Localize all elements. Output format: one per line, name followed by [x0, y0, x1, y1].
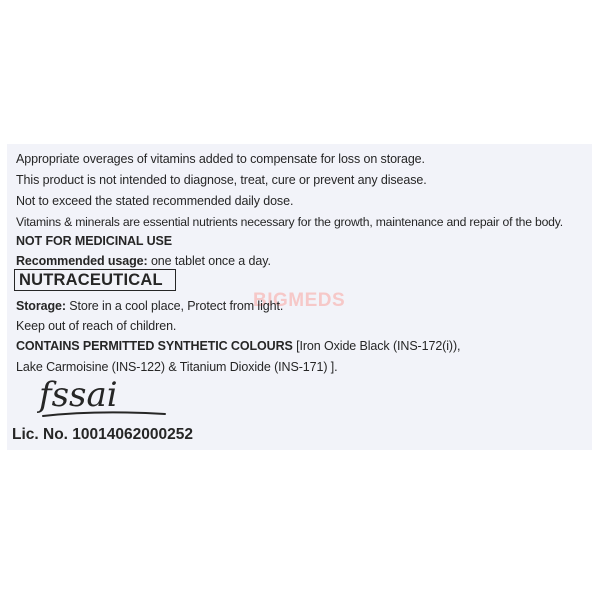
nutraceutical-box	[14, 269, 176, 291]
usage-label: Recommended usage:	[16, 254, 148, 268]
watermark: BIGMEDS	[253, 290, 346, 311]
dose-warning: Not to exceed the stated recommended daily dose.	[16, 194, 294, 208]
keep-out-of-reach: Keep out of reach of children.	[16, 319, 177, 333]
nutrients-note: Vitamins & minerals are essential nutrients necessary for the growth, maintenance and repair of the body.	[16, 215, 563, 229]
storage-label: Storage:	[16, 299, 66, 313]
recommended-usage	[16, 254, 271, 268]
fssai-logo	[37, 372, 172, 422]
nutraceutical-label: NUTRACEUTICAL	[19, 271, 163, 289]
not-medicinal-use: NOT FOR MEDICINAL USE	[16, 234, 173, 248]
fssai-logo-text: fssai	[39, 375, 118, 415]
license-number: Lic. No. 10014062000252	[12, 426, 193, 443]
colours-label: CONTAINS PERMITTED SYNTHETIC COLOURS	[16, 339, 293, 353]
colours-statement-cont: Lake Carmoisine (INS-122) & Titanium Dioxide (INS-171) ].	[16, 360, 338, 374]
product-label-panel	[7, 144, 592, 450]
storage-text: Store in a cool place, Protect from light.	[65, 299, 284, 313]
usage-text: one tablet once a day.	[147, 254, 271, 268]
overages-note: Appropriate overages of vitamins added to compensate for loss on storage.	[16, 152, 425, 166]
storage-instruction	[16, 299, 283, 313]
colours-statement	[16, 339, 460, 353]
colours-text: [Iron Oxide Black (INS-172(i)),	[292, 339, 461, 353]
disclaimer-note: This product is not intended to diagnose, treat, cure or prevent any disease.	[16, 173, 427, 187]
